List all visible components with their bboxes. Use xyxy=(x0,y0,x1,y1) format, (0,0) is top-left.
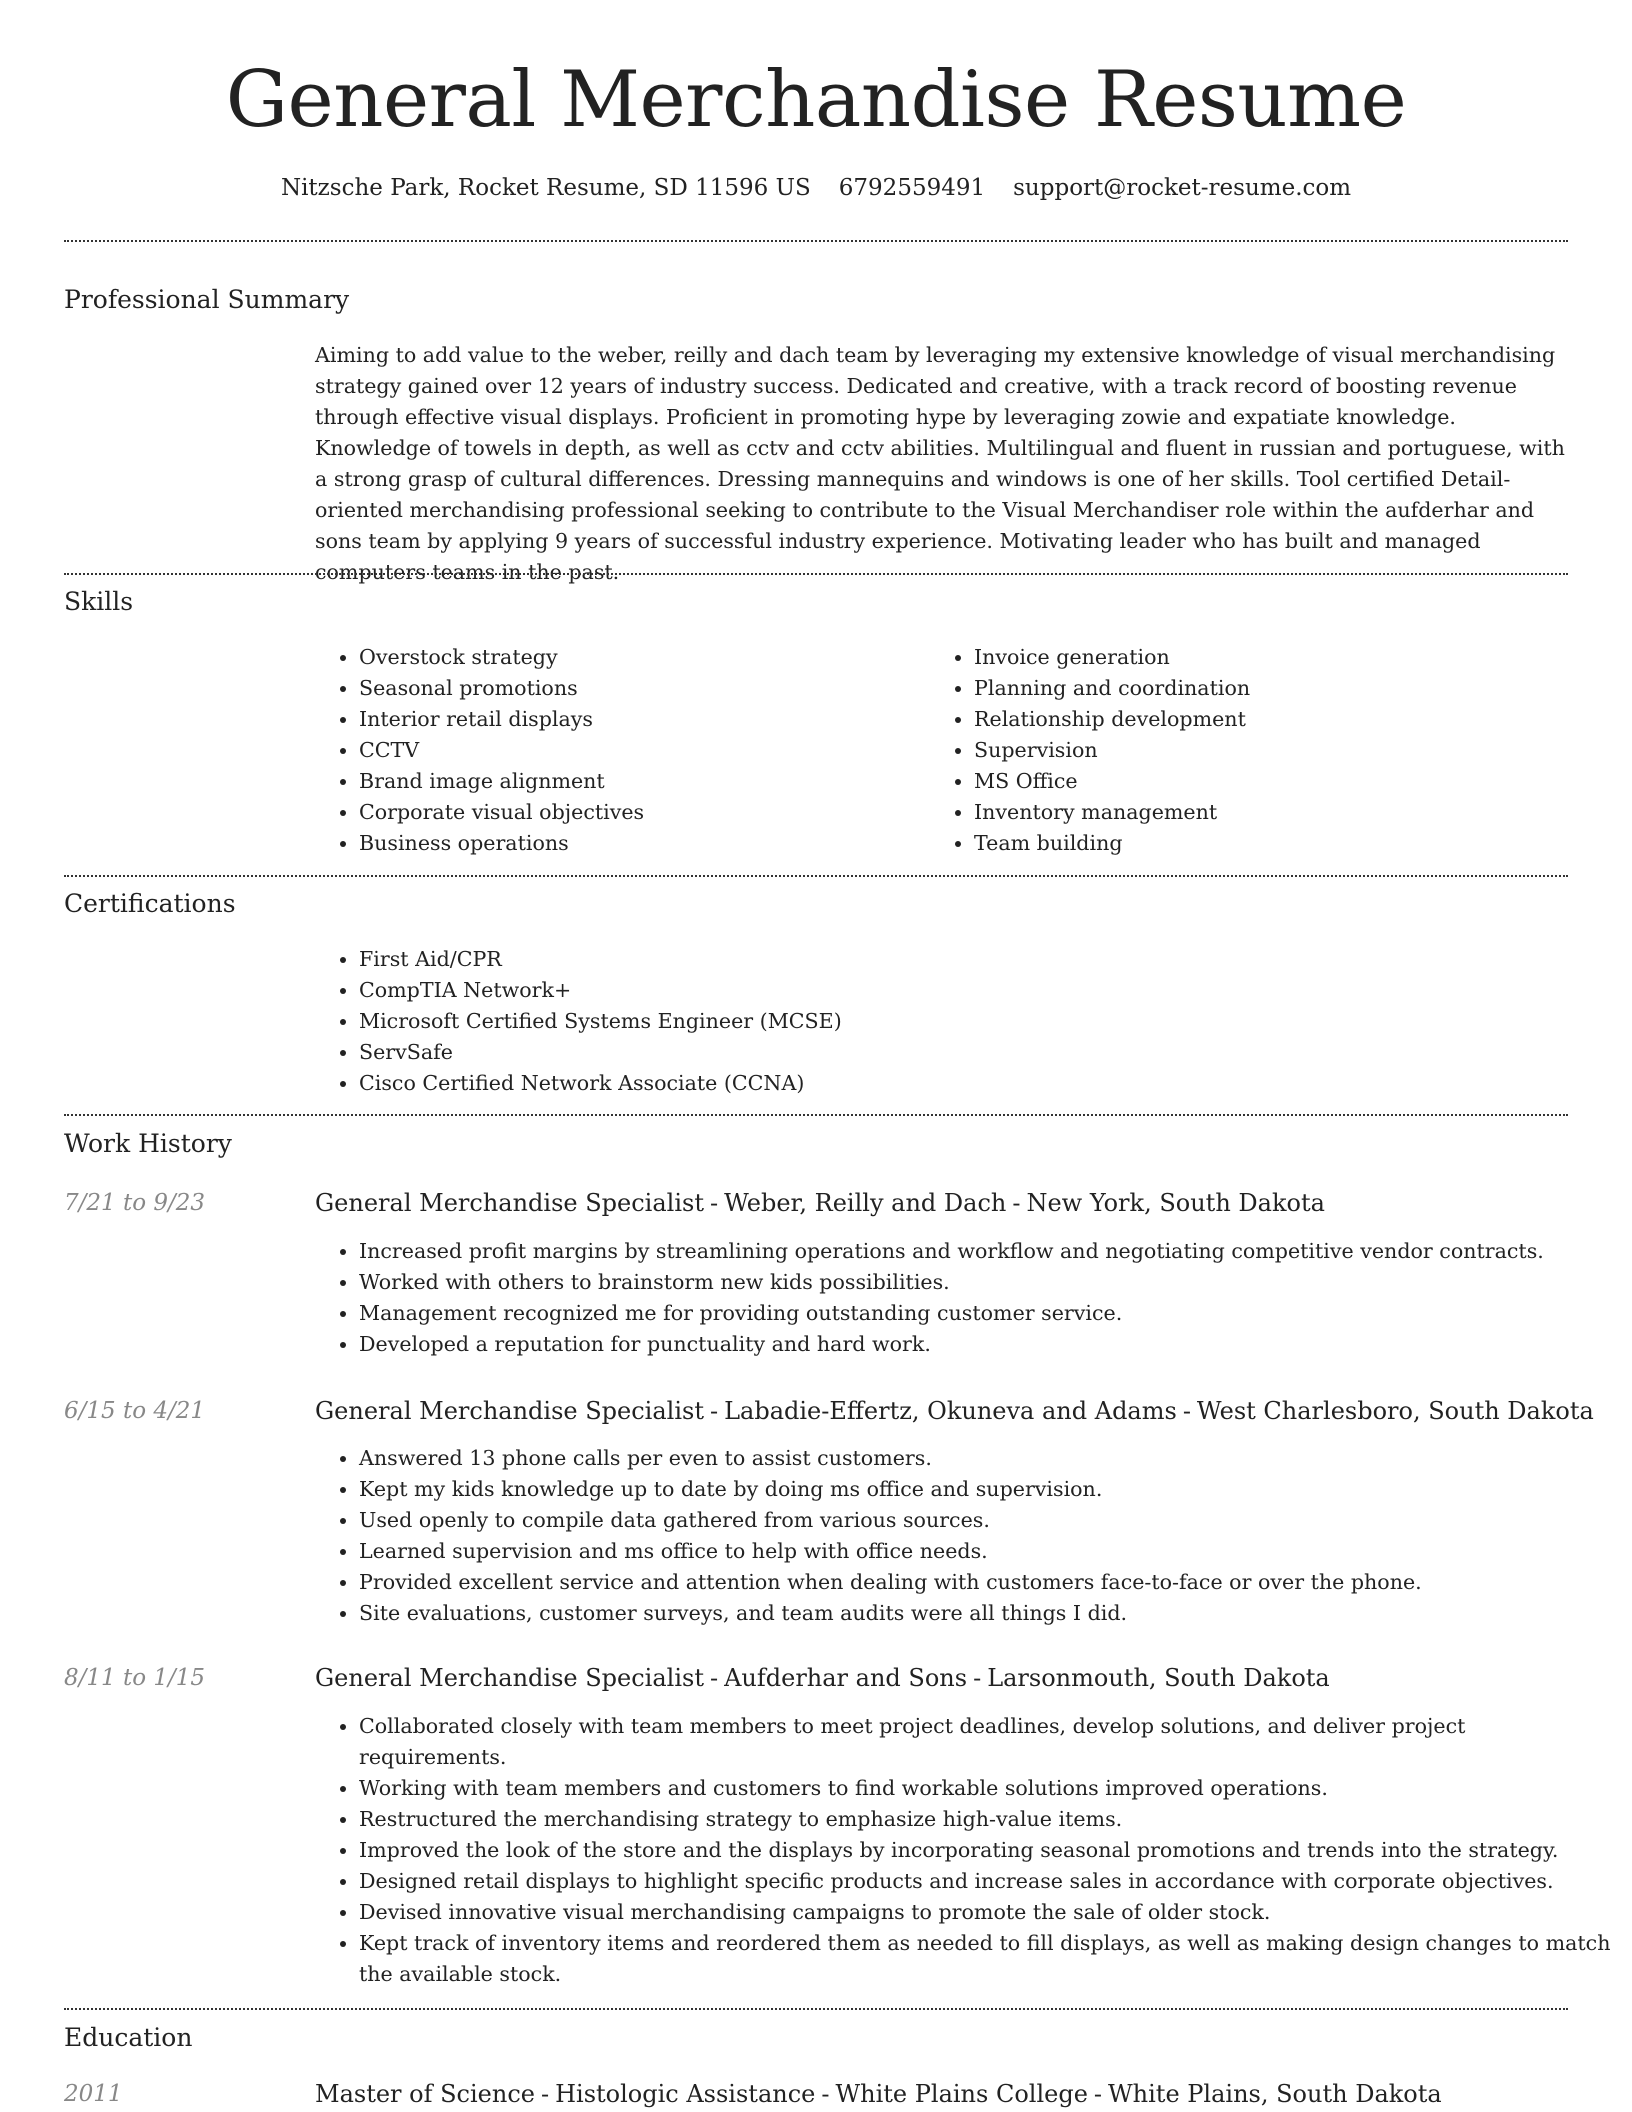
job-bullets xyxy=(315,1443,1613,1629)
certification-item: • CompTIA Network+ xyxy=(359,975,1559,1006)
summary-text: Aiming to add value to the weber, reilly and dach team by leveraging my extensive knowledge of visual merchandising strategy gained over 12 years of industry success. Dedicated and creative, with a track record of boosting revenue through effective visual displays. Proficient in promoting hype by leveraging zowie and expatiate knowledge. Knowledge of towels in depth, as well as cctv and cctv abilities. Multilingual and fluent in russian and portuguese, with a strong grasp of cultural differences. Dressing mannequins and windows is one of her skills. Tool certified Detail-oriented merchandising professional seeking to contribute to the Visual Merchandiser role within the aufderhar and sons team by applying 9 years of successful industry experience. Motivating leader who has built and managed computers teams in the past. xyxy=(315,343,1565,584)
job-location: Larsonmouth, South Dakota xyxy=(987,1664,1330,1692)
skill-item: • MS Office xyxy=(974,766,1574,797)
section-title-certifications: Certifications xyxy=(64,889,236,918)
job-dates: 8/11 to 1/15 xyxy=(64,1665,206,1691)
skill-item: • Overstock strategy xyxy=(359,642,919,673)
job-location: New York, South Dakota xyxy=(1026,1189,1325,1217)
job-heading: General Merchandise Specialist - Labadie-Effertz, Okuneva and Adams - West Charlesboro, South Dakota xyxy=(315,1397,1594,1425)
job-bullet: • Kept my kids knowledge up to date by doing ms office and supervision. xyxy=(359,1474,1613,1505)
job-bullet: • Collaborated closely with team members to meet project deadlines, develop solutions, and deliver project requirements. xyxy=(359,1711,1613,1773)
job-bullet: • Provided excellent service and attention when dealing with customers face-to-face or over the phone. xyxy=(359,1567,1613,1598)
job-title: General Merchandise Specialist xyxy=(315,1397,704,1425)
job-company: Aufderhar and Sons xyxy=(724,1664,968,1692)
education-school: White Plains College xyxy=(835,2080,1088,2108)
skill-item: • Planning and coordination xyxy=(974,673,1574,704)
job-bullet: • Kept track of inventory items and reordered them as needed to fill displays, as well as making design changes to match the available stock. xyxy=(359,1928,1613,1990)
contact-line xyxy=(0,170,1632,206)
job-bullet: • Increased profit margins by streamlining operations and workflow and negotiating competitive vendor contracts. xyxy=(359,1236,1613,1267)
job-bullets xyxy=(315,1236,1613,1360)
divider-work-history xyxy=(64,2008,1568,2010)
education-location: White Plains, South Dakota xyxy=(1108,2080,1442,2108)
job-bullet: • Management recognized me for providing outstanding customer service. xyxy=(359,1298,1613,1329)
education-field: Histologic Assistance xyxy=(555,2080,816,2108)
job-location: West Charlesboro, South Dakota xyxy=(1196,1397,1594,1425)
job-heading: General Merchandise Specialist - Weber, Reilly and Dach - New York, South Dakota xyxy=(315,1189,1325,1217)
section-title-work-history: Work History xyxy=(64,1129,232,1158)
skill-item: • Relationship development xyxy=(974,704,1574,735)
skills-list-left xyxy=(315,642,919,859)
resume-title: General Merchandise Resume xyxy=(225,55,1407,145)
skill-item: • Inventory management xyxy=(974,797,1574,828)
job-title: General Merchandise Specialist xyxy=(315,1664,704,1692)
skill-item: • Supervision xyxy=(974,735,1574,766)
job-title: General Merchandise Specialist xyxy=(315,1189,704,1217)
job-company: Labadie-Effertz, Okuneva and Adams xyxy=(724,1397,1177,1425)
skill-item: • Brand image alignment xyxy=(359,766,919,797)
divider-skills xyxy=(64,875,1568,877)
job-company: Weber, Reilly and Dach xyxy=(724,1189,1007,1217)
contact-address: Nitzsche Park, Rocket Resume, SD 11596 US xyxy=(280,175,811,201)
job-bullet: • Restructured the merchandising strategy to emphasize high-value items. xyxy=(359,1804,1613,1835)
job-dates: 7/21 to 9/23 xyxy=(64,1190,206,1216)
job-bullet: • Used openly to compile data gathered from various sources. xyxy=(359,1505,1613,1536)
education-year: 2011 xyxy=(64,2081,123,2107)
skill-item: • Interior retail displays xyxy=(359,704,919,735)
job-bullet: • Worked with others to brainstorm new kids possibilities. xyxy=(359,1267,1613,1298)
skill-item: • Business operations xyxy=(359,828,919,859)
skill-item: • CCTV xyxy=(359,735,919,766)
skill-item: • Team building xyxy=(974,828,1574,859)
divider-header xyxy=(64,240,1568,242)
skill-item: • Seasonal promotions xyxy=(359,673,919,704)
skill-item: • Corporate visual objectives xyxy=(359,797,919,828)
job-bullet: • Answered 13 phone calls per even to assist customers. xyxy=(359,1443,1613,1474)
education-degree: Master of Science xyxy=(315,2080,535,2108)
job-bullet: • Site evaluations, customer surveys, and team audits were all things I did. xyxy=(359,1598,1613,1629)
section-title-skills: Skills xyxy=(64,587,134,616)
job-heading: General Merchandise Specialist - Aufderhar and Sons - Larsonmouth, South Dakota xyxy=(315,1664,1330,1692)
divider-summary xyxy=(64,573,1568,575)
job-bullet: • Improved the look of the store and the displays by incorporating seasonal promotions and trends into the strategy. xyxy=(359,1835,1613,1866)
skills-list-right xyxy=(930,642,1574,859)
contact-phone: 6792559491 xyxy=(838,175,986,201)
certification-item: • Cisco Certified Network Associate (CCNA) xyxy=(359,1068,1559,1099)
section-title-summary: Professional Summary xyxy=(64,285,350,314)
certification-item: • First Aid/CPR xyxy=(359,944,1559,975)
job-bullets xyxy=(315,1711,1613,1990)
job-bullet: • Working with team members and customers to find workable solutions improved operations. xyxy=(359,1773,1613,1804)
certification-item: • ServSafe xyxy=(359,1037,1559,1068)
job-dates: 6/15 to 4/21 xyxy=(64,1398,206,1424)
skill-item: • Invoice generation xyxy=(974,642,1574,673)
certification-item: • Microsoft Certified Systems Engineer (MCSE) xyxy=(359,1006,1559,1037)
job-bullet: • Designed retail displays to highlight specific products and increase sales in accordance with corporate objectives. xyxy=(359,1866,1613,1897)
section-title-education: Education xyxy=(64,2023,193,2052)
job-bullet: • Devised innovative visual merchandising campaigns to promote the sale of older stock. xyxy=(359,1897,1613,1928)
contact-email[interactable]: support@rocket-resume.com xyxy=(1013,175,1352,201)
job-bullet: • Developed a reputation for punctuality and hard work. xyxy=(359,1329,1613,1360)
job-bullet: • Learned supervision and ms office to help with office needs. xyxy=(359,1536,1613,1567)
divider-certifications xyxy=(64,1114,1568,1116)
education-heading: Master of Science - Histologic Assistance - White Plains College - White Plains, South Dakota xyxy=(315,2080,1442,2108)
certifications-list xyxy=(315,944,1559,1099)
